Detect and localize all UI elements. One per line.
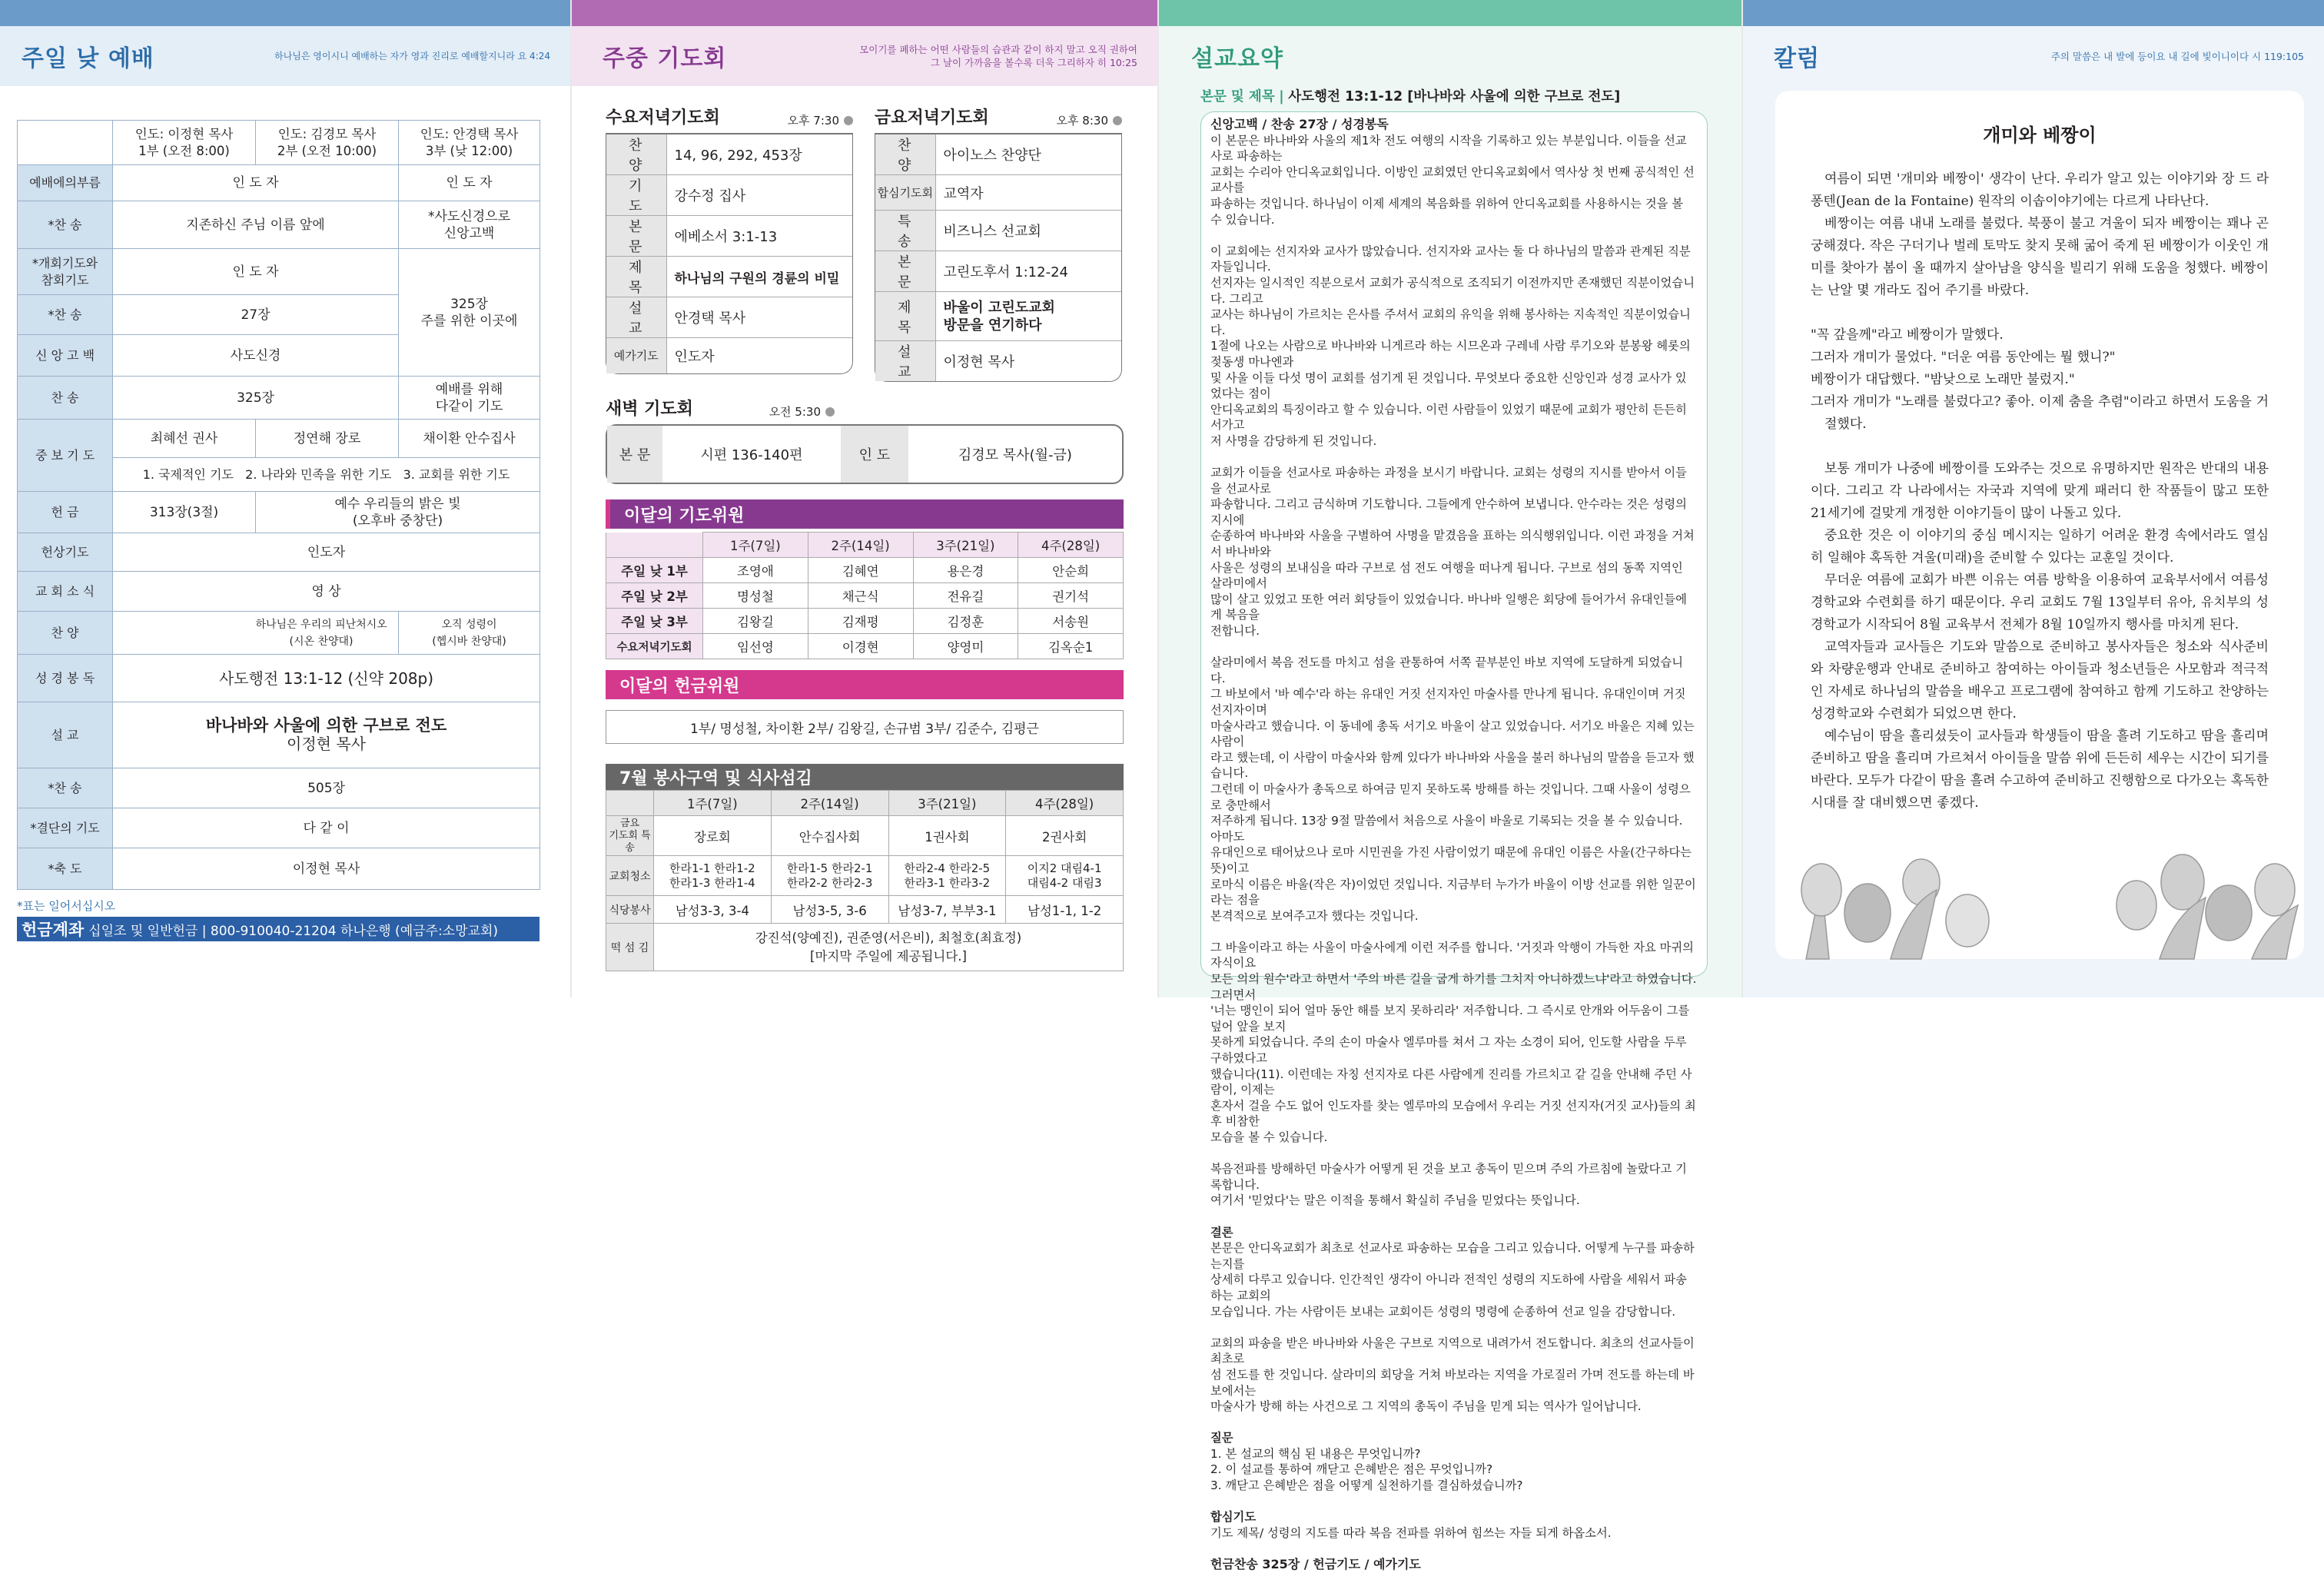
cell: 인 도 자 — [113, 249, 399, 295]
row-key: 기 도 — [606, 175, 666, 216]
column-para: 보통 개미가 나중에 베짱이를 도와주는 것으로 유명하지만 원작은 반대의 내용이다. 그리고 각 나라에서는 자국과 지역에 맞게 패러디 한 작품들이 많고 또한 21세기에 걸맞게 개정한 이야기들이 많이 나돌고 있다. — [1811, 461, 2269, 521]
panel-color-bar — [0, 0, 570, 26]
column-para: 그러자 개미가 물었다. "더운 여름 동안에는 뭘 했니?" — [1811, 350, 2116, 365]
offering-committee-band: 이달의 헌금위원 — [606, 670, 1124, 699]
week-header: 1주(7일) — [654, 791, 772, 816]
joint-prayer-title: 합심기도 — [1210, 1510, 1257, 1525]
account-banner: 헌금계좌 십일조 및 일반헌금 | 800-910040-21204 하나은행 (예금주:소망교회) — [17, 917, 540, 941]
sermon-panel — [1157, 0, 1741, 1572]
para-6: 복음전파를 방해하던 마술사가 어떻게 된 것을 보고 총독이 믿으며 주의 가르침에 놀랐다고 기록합니다. 여기서 '믿었다'는 말은 이적을 통해서 확실히 주님을 믿었다는 뜻입니다. — [1210, 1162, 1687, 1208]
panel-color-bar — [1743, 0, 2324, 26]
row-label: 찬 양 — [18, 612, 113, 655]
dawn-title: 새벽 기도회 — [606, 400, 693, 419]
cell: 채이환 안수집사 — [399, 420, 540, 458]
column-para: 베짱이는 여름 내내 노래를 불렀다. 북풍이 불고 겨울이 되자 베짱이는 꽤나 곤궁해졌다. 작은 구더기나 벌레 토막도 찾지 못해 굶어 죽게 된 베짱이가 이웃인 개미를 찾아가 봄이 올 때까지 살아남을 양식을 빌리기 위해 도움을 청했다. 베짱이는 난알 몇 개라도 집어 주기를 바랐다. — [1811, 216, 2269, 298]
para-7: 본문은 안디옥교회가 최초로 선교사로 파송하는 모습을 그리고 있습니다. 어떻게 누구를 파송하는지를 상세히 다루고 있습니다. 인간적인 생각이 아니라 전적인 성령의 지도하에 사람을 세워서 파송하는 교회의 모습입니다. 가는 사람이든 보내는 교회이든 성령의 명령에 순종하여 선교 일을 감당합니다. — [1210, 1241, 1695, 1319]
cell: 27장 — [113, 295, 399, 335]
wed-title: 수요저녁기도회 — [606, 108, 720, 128]
dawn-prayer-box — [606, 424, 1124, 484]
dot-icon — [825, 407, 835, 416]
row-key: 제 목 — [606, 257, 666, 297]
panel-color-bar — [572, 0, 1157, 26]
row-label: 찬 송 — [18, 377, 113, 420]
sermon-footer: 헌금찬송 325장 / 헌금기도 / 예가기도 — [1210, 1557, 1421, 1572]
cell: 용은경 — [913, 558, 1018, 583]
dawn-prayer-head — [606, 396, 835, 420]
worship-title: 주일 낮 예배 — [22, 45, 154, 72]
row-label: *개회기도와 참회기도 — [18, 249, 113, 295]
week-header: 2주(14일) — [771, 791, 888, 816]
column-panel — [1741, 0, 2324, 997]
cell: 인도자 — [113, 533, 540, 572]
hymn-line: 신앙고백 / 찬송 27장 / 성경봉독 — [1210, 117, 1389, 131]
sermon-header — [1159, 26, 1741, 86]
cell: 313장(3절) — [113, 492, 256, 533]
row-value: 교역자 — [935, 175, 1121, 211]
offering-committee-text: 1부/ 명성철, 차이환 2부/ 김왕길, 손규범 3부/ 김준수, 김평근 — [606, 710, 1124, 744]
dot-icon — [1113, 116, 1122, 125]
row-value: 하나님의 구원의 경륜의 비밀 — [666, 257, 852, 297]
row-label: 주일 낮 3부 — [606, 609, 703, 634]
dawn-time: 오전 5:30 — [769, 405, 821, 419]
worship-order-table — [17, 120, 540, 890]
row-key: 설 교 — [875, 341, 935, 382]
cell: 한라1-1 한라1-2 한라1-3 한라1-4 — [654, 856, 772, 896]
row-key: 찬 양 — [606, 134, 666, 175]
para-3: 교회가 이들을 선교사로 파송하는 과정을 보시기 바랍니다. 교회는 성령의 지시를 받아서 이들을 선교사로 파송합니다. 그리고 금식하며 기도합니다. 그들에게 안수하여 보냅니다. 안수라는 것은 성령의 지시에 순종하여 바나바와 사울을 구별하여 사명을 맡겼음을 표하는 의식행위입니다. 이런 과정을 거쳐서 바나바와 사울은 성령의 보내심을 따라 구브로 섬 전도 여행을 떠나게 됩니다. 구브로 섬의 동쪽 지역인 살라미에서 많이 살고 있었고 또한 여러 회당들이 있었습니다. 바나바 일행은 회당에 들어가서 유대인들에게 복음을 전합니다. — [1210, 466, 1695, 638]
cell: 김왕길 — [703, 609, 808, 634]
cell: 전유길 — [913, 583, 1018, 609]
row-label: 신 앙 고 백 — [18, 335, 113, 377]
prayer-committee-band: 이달의 기도위원 — [606, 499, 1124, 529]
row-label: 교 회 소 식 — [18, 572, 113, 612]
row-key: 제 목 — [875, 292, 935, 341]
row-label: *찬 송 — [18, 201, 113, 249]
cell: 505장 — [113, 768, 540, 808]
column-text — [1811, 168, 2269, 815]
service-3-header: 인도: 안경택 목사 3부 (낮 12:00) — [399, 121, 540, 165]
column-card — [1775, 91, 2304, 959]
row-label: 성 경 봉 독 — [18, 655, 113, 702]
row-label: 주일 낮 1부 — [606, 558, 703, 583]
row-label: 수요저녁기도회 — [606, 634, 703, 659]
cell: *사도신경으로 신앙고백 — [399, 201, 540, 249]
dawn-leader: 김경모 목사(월-금) — [958, 447, 1072, 463]
prayer-verse: 모이기를 폐하는 어떤 사람들의 습관과 같이 하지 말고 오직 권하여 그 날이 가까움을 볼수록 더욱 그리하자 히 10:25 — [859, 44, 1137, 68]
cell: 김옥순1 — [1018, 634, 1124, 659]
row-key: 예가기도 — [606, 338, 666, 373]
row-label: *축 도 — [18, 848, 113, 890]
row-key: 합심기도회 — [875, 175, 935, 211]
column-para: "꼭 갚을께"라고 베짱이가 말했다. — [1811, 327, 2004, 343]
conclusion-title: 결론 — [1210, 1225, 1233, 1239]
cell: 안수집사회 — [771, 816, 888, 856]
week-header: 4주(28일) — [1018, 533, 1124, 558]
row-label: 헌상기도 — [18, 533, 113, 572]
service-2-header: 인도: 김경모 목사 2부 (오전 10:00) — [256, 121, 399, 165]
row-label: 식당봉사 — [606, 896, 654, 924]
wed-prayer-meeting — [606, 105, 853, 382]
cell: 한라1-5 한라2-1 한라2-2 한라2-3 — [771, 856, 888, 896]
cell: 채근식 — [808, 583, 913, 609]
cell: 인 도 자 — [113, 165, 399, 201]
cell: 2권사회 — [1006, 816, 1124, 856]
para-1: 이 본문은 바나바와 사울의 제1차 전도 여행의 시작을 기록하고 있는 부분입니다. 이들을 선교사로 파송하는 교회는 수리아 안디옥교회입니다. 이방인 교회였던 안디옥교회에서 역사상 첫 번째 공식적인 선교사를 파송하는 것입니다. 하나님이 이제 세계의 복음화를 위하여 안디옥교회를 사용하시는 것을 볼 수 있습니다. — [1210, 133, 1695, 227]
cell: 최혜선 권사 — [113, 420, 256, 458]
worship-panel — [0, 0, 570, 997]
row-value: 고린도후서 1:12-24 — [935, 251, 1121, 292]
cell: 인 도 자 — [399, 165, 540, 201]
cell: 서송원 — [1018, 609, 1124, 634]
cell: 예배를 위해 다같이 기도 — [399, 377, 540, 420]
column-para: 여름이 되면 '개미와 베짱이' 생각이 난다. 우리가 알고 있는 이야기와 장 드 라 퐁텐(Jean de la Fontaine) 원작의 이솝이야기에는 다르게 나타난다. — [1811, 171, 2269, 209]
cell: 남성3-5, 3-6 — [771, 896, 888, 924]
row-label: 헌 금 — [18, 492, 113, 533]
meal-cell: 강진석(양예진), 권준영(서은비), 최철호(최효정) [마지막 주일에 제공됩니다.] — [654, 924, 1124, 971]
wed-time: 오후 7:30 — [787, 114, 839, 128]
row-value: 인도자 — [674, 348, 715, 365]
para-4: 살라미에서 복음 전도를 마치고 섬을 관통하여 서쪽 끝부분인 바보 지역에 도달하게 되었습니다. 그 바보에서 '바 예수'라 하는 유대인 거짓 선지자인 마술사를 만나게 됩니다. 유대인이며 거짓 선지자이며 마술사라고 했습니다. 이 동네에 총독 서기오 바울이 살고 있었습니다. 서기오 바울은 지혜 있는 사람이 라고 했는데, 이 사람이 마술사와 함께 있다가 바나바와 사울을 불러 하나님의 말씀을 듣고자 했습니다. 그런데 이 마술사가 총독으로 하여금 믿지 못하도록 방해를 하는 것입니다. 그때 사울이 성령으로 충만해서 저주하게 됩니다. 13장 9절 말씀에서 처음으로 사울이 바울로 기록되는 것을 볼 수 있습니다. 아마도 유대인으로 태어났으나 로마 시민권을 가진 사람이었기 때문에 유대인 이름은 사울(간구하다는 뜻)이고 로마식 이름은 바울(작은 자)이었던 것입니다. 지금부터 누가가 바울이 이방 선교를 위한 일꾼이라는 점을 본격적으로 보여주고자 했다는 것입니다. — [1210, 655, 1696, 923]
corner-cell — [606, 791, 654, 816]
cell: 정연해 장로 — [256, 420, 399, 458]
row-value: 비즈니스 선교회 — [935, 211, 1121, 251]
column-para: 중요한 것은 이 이야기의 중심 메시지는 일하기 어려운 환경 속에서라도 열심히 일해야 혹독한 겨울(미래)을 준비할 수 있다는 교훈일 것이다. — [1811, 528, 2269, 566]
row-key: 찬 양 — [875, 134, 935, 175]
row-value: 바울이 고린도교회 방문을 연기하다 — [935, 292, 1121, 341]
verse-text: 하나님은 영이시니 예배하는 자가 영과 진리로 예배할지니라 — [274, 50, 515, 61]
service-table — [606, 790, 1124, 971]
cell: 다 같 이 — [113, 808, 540, 848]
cell: 오직 성령이 (헵시바 찬양대) — [399, 612, 540, 655]
cell: 사도행전 13:1-12 (신약 208p) — [113, 655, 540, 702]
prayer-committee-table — [606, 532, 1124, 659]
dawn-text: 시편 136-140편 — [700, 447, 803, 463]
column-header — [1743, 26, 2324, 86]
column-para: 그러자 개미가 "노래를 불렀다고? 좋아. 이제 춤을 추렴"이라고 하면서 도움을 거절했다. — [1811, 394, 2269, 432]
week-header: 3주(21일) — [913, 533, 1018, 558]
row-label: *찬 송 — [18, 768, 113, 808]
row-label: 중 보 기 도 — [18, 420, 113, 492]
fri-prayer-meeting — [875, 105, 1122, 382]
panel-color-bar — [1159, 0, 1741, 26]
row-key: 본 문 — [606, 216, 666, 257]
cell: 영 상 — [113, 572, 540, 612]
cell: 김재평 — [808, 609, 913, 634]
row-value: 아이노스 찬양단 — [935, 134, 1121, 175]
row-label: *결단의 기도 — [18, 808, 113, 848]
sermon-body — [1200, 111, 1708, 1572]
standing-note: *표는 일어서십시오 — [17, 899, 116, 913]
worship-verse — [274, 50, 550, 63]
cell: 325장 — [113, 377, 399, 420]
cell: 남성3-3, 3-4 — [654, 896, 772, 924]
dawn-text-label: 본 문 — [607, 426, 662, 483]
fri-title: 금요저녁기도회 — [875, 108, 989, 128]
fri-time: 오후 8:30 — [1056, 114, 1108, 128]
week-header: 4주(28일) — [1006, 791, 1124, 816]
questions-title: 질문 — [1210, 1431, 1233, 1445]
column-verse: 주의 말씀은 내 발에 등이요 내 길에 빛이니이다 시 119:105 — [2050, 50, 2304, 62]
cell: 예수 우리들의 밝은 빛 (오후바 중창단) — [256, 492, 540, 533]
corner-cell — [18, 121, 113, 165]
para-8: 교회의 파송을 받은 바나바와 사울은 구브로 지역으로 내려가서 전도합니다. 최초의 선교사들이 최초로 섬 전도를 한 것입니다. 살라미의 회당을 거쳐 바보라는 지역을 가로질러 가며 전도를 하는데 바보에서는 마술사가 방해 하는 사건으로 그 지역의 총독이 주님을 믿게 되는 역사가 일어납니다. — [1210, 1336, 1695, 1414]
verse-ref: 요 4:24 — [517, 50, 550, 61]
cell: 1권사회 — [888, 816, 1006, 856]
cell: 한라2-4 한라2-5 한라3-1 한라3-2 — [888, 856, 1006, 896]
row-key: 특 송 — [875, 211, 935, 251]
para-5: 그 바울이라고 하는 사울이 마술사에게 이런 저주를 합니다. '거짓과 악행이 가득한 자요 마귀의 자식이요 모든 의의 원수'라고 하면서 '주의 바른 길을 굽게 하기를 그치지 아니하겠느냐'라고 하였습니다. 그러면서 '너는 맹인이 되어 얼마 동안 해를 보지 못하리라' 저주합니다. 그 즉시로 안개와 어두움이 그를 덮어 앞을 보지 못하게 되었습니다. 주의 손이 마술사 엘루마를 쳐서 그 자는 소경이 되어, 인도할 사람을 두루 구하였다고 했습니다(11). 이런데는 자칭 선지자로 다른 사람에게 진리를 가르치고 같 길을 안내해 주던 사람이, 이제는 혼자서 걸을 수도 없어 인도자를 찾는 엘루마의 모습에서 우리는 거짓 선지자(거짓 교사)들의 최후 비참한 모습을 볼 수 있습니다. — [1210, 940, 1697, 1144]
column-para: 교역자들과 교사들은 기도와 말씀으로 준비하고 봉사자들은 청소와 식사준비와 차량운행과 안내로 준비하고 참여하는 아이들과 청소년들은 사모함과 적극적인 자세로 하나님의 말씀을 배우고 프로그램에 참여하고 함께 기도하고 찬양하는 성경학교와 수련회가 되었으면 한다. — [1811, 639, 2269, 722]
cell: 임선영 — [703, 634, 808, 659]
column-heading: 개미와 베짱이 — [1983, 124, 2097, 146]
cell: 사도신경 — [113, 335, 399, 377]
cell: 325장 주를 위한 이곳에 — [399, 249, 540, 377]
sermon-cell: 바나바와 사울에 의한 구브로 전도 이정현 목사 — [113, 702, 540, 768]
row-value: 이정현 목사 — [943, 354, 1015, 370]
cell: 김정훈 — [913, 609, 1018, 634]
prayer-header — [572, 26, 1157, 86]
dawn-leader-label: 인 도 — [841, 426, 908, 483]
cell: 명성철 — [703, 583, 808, 609]
cell: 지존하신 주님 이름 앞에 — [113, 201, 399, 249]
column-title: 칼럼 — [1774, 45, 1820, 72]
cell: 장로회 — [654, 816, 772, 856]
sermon-subtitle: 본문 및 제목 | 사도행전 13:1-12 [바나바와 사울에 의한 구브로 전도] — [1200, 89, 1621, 105]
row-key: 본 문 — [875, 251, 935, 292]
week-header: 3주(21일) — [888, 791, 1006, 816]
cell — [113, 612, 256, 655]
cell: 조영애 — [703, 558, 808, 583]
cell: 남성1-1, 1-2 — [1006, 896, 1124, 924]
joint-prayer: 기도 제목/ 성령의 지도를 따라 복음 전파를 위하여 힘쓰는 자들 되게 하옵소서. — [1210, 1525, 1612, 1540]
cell: 이정현 목사 — [113, 848, 540, 890]
prayer-panel — [570, 0, 1157, 997]
row-value: 에베소서 3:1-13 — [666, 216, 852, 257]
row-label: 주일 낮 2부 — [606, 583, 703, 609]
column-para: 무더운 여름에 교회가 바쁜 이유는 여름 방학을 이용하여 교육부서에서 여름성경학교와 수련회를 하기 때문이다. 우리 교회도 7월 13일부터 유아, 유치부의 성경학교가 시작되어 8월 교육부서 전체가 8월 10일까지 행사를 마치게 된다. — [1811, 572, 2269, 632]
sermon-title: 설교요약 — [1191, 45, 1283, 72]
questions: 1. 본 설교의 핵심 된 내용은 무엇입니까? 2. 이 설교를 통하여 깨닫고 은혜받은 점은 무엇입니까? 3. 깨닫고 은혜받은 점을 어떻게 실천하기를 결심하셨습니까? — [1210, 1446, 1523, 1493]
cell: 남성3-7, 부부3-1 — [888, 896, 1006, 924]
row-label: *찬 송 — [18, 295, 113, 335]
cell: 권기석 — [1018, 583, 1124, 609]
dot-icon — [844, 116, 853, 125]
row-key: 설 교 — [606, 297, 666, 338]
row-label: 떡 섬 김 — [606, 924, 654, 971]
service-band: 7월 봉사구역 및 식사섬김 — [606, 764, 1124, 790]
cell: 1. 국제적인 기도 2. 나라와 민족을 위한 기도 3. 교회를 위한 기도 — [113, 458, 540, 492]
cell: 이지2 대림4-1 대림4-2 대림3 — [1006, 856, 1124, 896]
week-header: 2주(14일) — [808, 533, 913, 558]
cell: 하나님은 우리의 피난처시오 (시온 찬양대) — [256, 612, 399, 655]
row-value: 안경택 목사 — [666, 297, 852, 338]
row-label: 교회청소 — [606, 856, 654, 896]
worship-header — [0, 26, 570, 86]
service-1-header: 인도: 이정현 목사 1부 (오전 8:00) — [113, 121, 256, 165]
para-2: 이 교회에는 선지자와 교사가 많았습니다. 선지자와 교사는 둘 다 하나님의 말씀과 관계된 직분자들입니다. 선지자는 일시적인 직분으로서 교회가 공식적으로 조직되기 이전까지만 존재했던 직분이었습니다. 그리고 교사는 하나님이 가르치는 은사를 주셔서 교회의 유익을 위해 봉사하는 지속적인 직분이었습니다. 1절에 나오는 사람으로 바나바와 니게르라 하는 시므온과 구레네 사람 루기오와 분봉왕 헤롯의 젖동생 마나엔과 및 사울 이들 다섯 명이 교회를 섬기게 된 것입니다. 무엇보다 중요한 신앙인과 성경 교사가 있었다는 점이 안디옥교회의 특징이라고 할 수 있습니다. 이런 사람들이 있었기 때문에 교회가 평안히 든든히 서가고 저 사명을 감당하게 된 것입니다. — [1210, 244, 1695, 448]
row-label: 금요 기도회 특송 — [606, 816, 654, 856]
row-value: 14, 96, 292, 453장 — [666, 134, 852, 175]
tulip-illustration — [1775, 836, 2306, 959]
corner-cell — [606, 533, 703, 558]
cell: 양영미 — [913, 634, 1018, 659]
cell: 김혜연 — [808, 558, 913, 583]
row-label: 예배에의부름 — [18, 165, 113, 201]
row-value: 강수정 집사 — [666, 175, 852, 216]
column-para: 베짱이가 대답했다. "밤낮으로 노래만 불렀지." — [1811, 372, 2075, 387]
prayer-title: 주중 기도회 — [603, 45, 727, 72]
row-label: 설 교 — [18, 702, 113, 768]
column-para: 예수님이 땀을 흘리셨듯이 교사들과 학생들이 땀을 흘려 기도하고 땀을 흘리며 준비하고 땀을 흘리며 가르쳐서 아이들을 말씀 위에 든든히 세우는 시간이 되기를 바란다. 모두가 다같이 땀을 흘려 수고하여 준비하고 진행함으로 다가오는 혹독한 시대를 잘 대비했으면 좋겠다. — [1811, 728, 2269, 811]
week-header: 1주(7일) — [703, 533, 808, 558]
cell: 이경현 — [808, 634, 913, 659]
cell: 안순희 — [1018, 558, 1124, 583]
